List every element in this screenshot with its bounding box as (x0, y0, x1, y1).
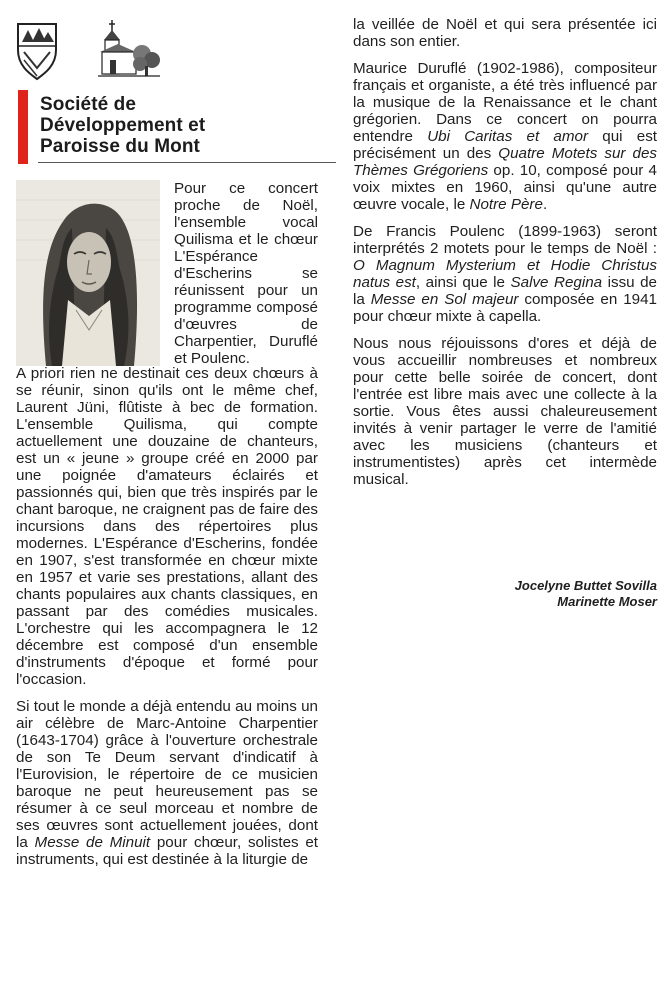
text: pour chœur, solistes et instruments, qui est destinée à la liturgie de (16, 834, 318, 868)
signature (420, 578, 657, 610)
text: composée en 1941 pour chœur mixte à capella. (353, 291, 657, 325)
accent-bar (18, 90, 28, 164)
author-name: Marinette Moser (557, 594, 657, 609)
text: qui est précisément un des (353, 128, 658, 162)
article-column-right (353, 16, 657, 498)
text: De Francis Poulenc (1899-1963) seront interprétés 2 motets pour le temps de Noël : (353, 223, 657, 257)
header-logos (14, 16, 164, 84)
paragraph (353, 60, 657, 213)
coat-of-arms-icon (18, 24, 56, 79)
text: . (542, 196, 548, 213)
text: op. 10, composé pour 4 voix mixtes en 1960, ainsi qu'une autre œuvre vocale, le (353, 162, 657, 213)
paragraph: la veillée de Noël et qui sera présentée ici dans son entier. (353, 16, 657, 50)
work-title: Messe de Minuit (34, 834, 151, 851)
portrait-engraving (16, 180, 160, 366)
text: issu de la (353, 274, 658, 308)
article-intro-paragraph (174, 180, 318, 377)
article-column-left (16, 365, 318, 878)
church-icon (98, 20, 160, 76)
title-line: Paroisse du Mont (40, 136, 200, 157)
article-header (18, 88, 318, 164)
text: , ainsi que le (415, 274, 511, 291)
paragraph: A priori rien ne destinait ces deux chœurs à se réunir, sinon qu'ils ont le même chef, Laurent Jüni, flûtiste à bec de formation. L'ensemble Quilisma, qui compte actuellement une douzaine de chanteurs, est un « jeune » groupe créé en 2000 par une poignée d'amateurs éclairés et passionnés qui, bien que très inspirés par le chant baroque, ne craignent pas de faire des incursions dans des répertoires plus modernes. L'Espérance d'Escherins, fondée en 1907, s'est transformée en chœur mixte en 1957 et varie ses prestations, allant des chants populaires aux chants classiques, en passant par des comédies musicales. L'orchestre qui les accompagnera le 12 décembre est composé d'un ensemble d'instruments d'époque et formé pour l'occasion. (16, 365, 318, 688)
paragraph (353, 223, 657, 325)
paragraph: Nous nous réjouissons d'ores et déjà de vous accueillir nombreuses et nombreux pour cette belle soirée de concert, dont l'entrée est libre mais avec une collecte à la sortie. Vous êtes aussi chaleureusement invités à venir partager le verre de l'amitié avec les musiciens (chanteurs et instrumentistes) après cet intermède musical. (353, 335, 657, 488)
work-title: Salve Regina (510, 274, 603, 291)
author-name: Jocelyne Buttet Sovilla (514, 578, 657, 593)
title-line: Société de (40, 94, 137, 115)
title-divider (38, 162, 336, 163)
title-line: Développement et (40, 115, 206, 136)
work-title: O Magnum Mysterium et Hodie Christus natus est (353, 257, 657, 291)
work-title: Notre Père (469, 196, 543, 213)
text: Maurice Duruflé (1902-1986), compositeur français et organiste, a été très influencé par la musique de la Renaissance et le chant grégorien. Dans ce concert on pourra entendre (353, 60, 657, 145)
text: Si tout le monde a déjà entendu au moins un air célèbre de Marc-Antoine Charpentier (1643-1704) grâce à l'ouverture orchestrale de son Te Deum servant d'indicatif à l'Eurovision, le répertoire de ce musicien baroque ne peut heureusement pas se résumer à ce seul morceau et nombre de ses œuvres sont actuellement jouées, dont la (16, 698, 318, 851)
work-title: Quatre Motets sur des Thèmes Grégoriens (353, 145, 657, 179)
paragraph (16, 698, 318, 868)
work-title: Ubi Caritas et amor (427, 128, 589, 145)
paragraph: Pour ce concert proche de Noël, l'ensemble vocal Quilisma et le chœur L'Espérance d'Escherins se réunissent pour un programme composé d'œuvres de Charpentier, Duruflé et Poulenc. (174, 180, 318, 367)
page-title (40, 94, 205, 157)
work-title: Messe en Sol majeur (370, 291, 519, 308)
